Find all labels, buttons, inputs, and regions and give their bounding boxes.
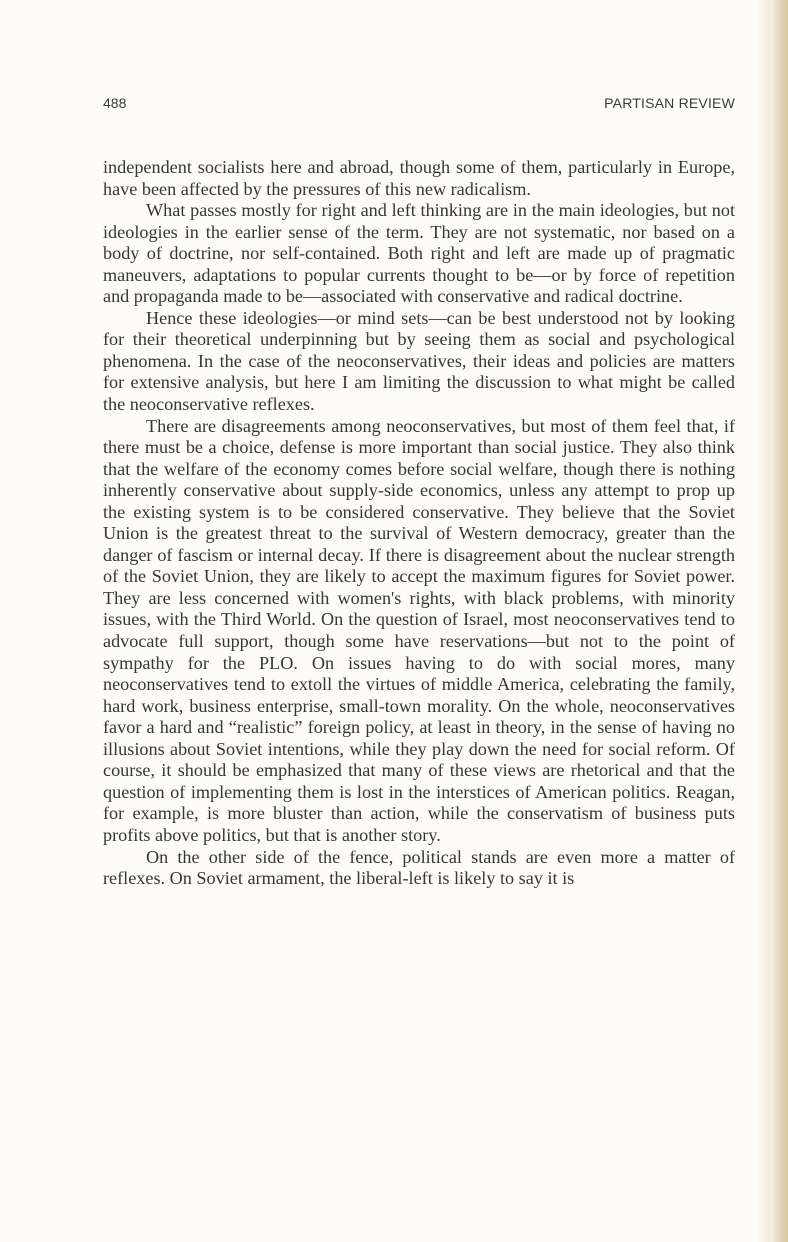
- paragraph-2: What passes mostly for right and left thinking are in the main ideologies, but not ideologies in the earlier sense of the term. They are not systematic, nor based on a body of doctrine, nor self-contained. Both right and left are made up of pragmatic maneuvers, adaptations to popular currents thought to be—or by force of repetition and propaganda made to be—associated with conservative and radical doctrine.: [103, 200, 735, 307]
- paragraph-5: On the other side of the fence, political stands are even more a matter of reflexes. On Soviet armament, the liberal-left is likely to say it is: [103, 846, 735, 889]
- paragraph-1: independent socialists here and abroad, though some of them, particularly in Europe, have been affected by the pressures of this new radicalism.: [103, 157, 735, 199]
- article-body: [103, 157, 735, 890]
- paragraph-4: There are disagreements among neoconservatives, but most of them feel that, if there must be a choice, defense is more important than social justice. They also think that the welfare of the economy comes before social welfare, though there is nothing inherently conservative about supply-side economics, unless any attempt to prop up the existing system is to be considered conservative. They believe that the Soviet Union is the greatest threat to the survival of Western democracy, greater than the danger of fascism or internal decay. If there is disagreement about the nuclear strength of the Soviet Union, they are likely to accept the maximum figures for Soviet power. They are less concerned with women's rights, with black problems, with minority issues, with the Third World. On the question of Israel, most neoconservatives tend to advocate full support, though some have reservations—but not to the point of sympathy for the PLO. On issues having to do with social mores, many neoconservatives tend to extoll the virtues of middle America, celebrating the family, hard work, business enterprise, small-town morality. On the whole, neoconservatives favor a hard and “realistic” foreign policy, at least in theory, in the sense of having no illusions about Soviet intentions, while they play down the need for social reform. Of course, it should be emphasized that many of these views are rhetorical and that the question of implementing them is lost in the interstices of American politics. Reagan, for example, is more bluster than action, while the conservatism of business puts profits above politics, but that is another story.: [103, 415, 735, 845]
- running-head: PARTISAN REVIEW: [604, 95, 735, 111]
- gutter-shadow: [756, 0, 770, 1242]
- page-edge: [770, 0, 788, 1242]
- paragraph-3: Hence these ideologies—or mind sets—can be best understood not by looking for their theoretical underpinning but by seeing them as social and psychological phenomena. In the case of the neoconservatives, their ideas and policies are matters for extensive analysis, but here I am limiting the discussion to what might be called the neoconservative reflexes.: [103, 307, 735, 415]
- page-header: [103, 95, 735, 119]
- page-number: 488: [103, 95, 127, 111]
